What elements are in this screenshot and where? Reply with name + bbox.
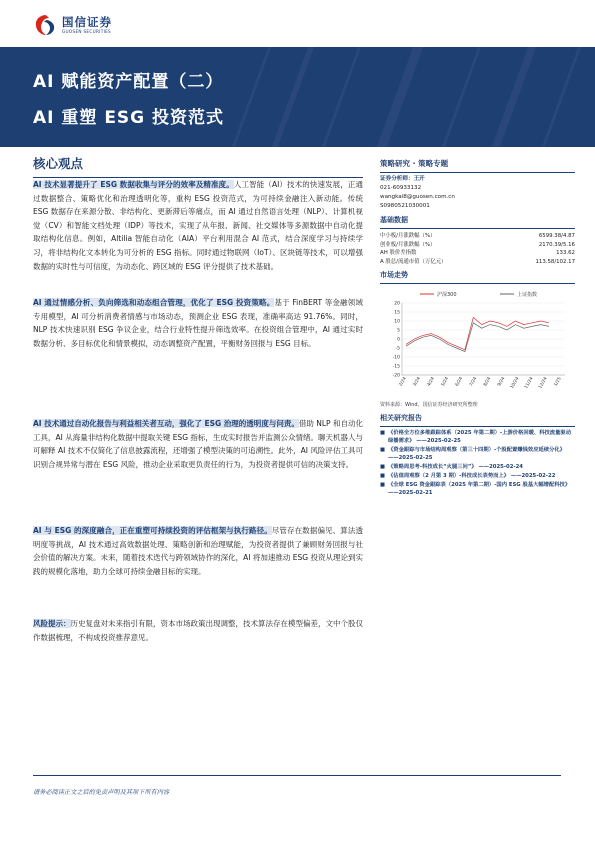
x-tick-label: 11/24	[524, 376, 535, 390]
report-date: ——2025-02-22	[510, 473, 556, 479]
sidebar-divider	[380, 283, 575, 284]
core-views-section	[33, 155, 363, 178]
paragraph-highlight: AI 技术通过自动化报告与利益相关者互动，强化了 ESG 治理的透明度与问责。	[33, 419, 299, 428]
paragraph-highlight: AI 与 ESG 的深度融合，正在重塑可持续投资的评估框架与执行路径。	[33, 526, 272, 535]
risk-warning	[33, 617, 363, 644]
x-tick-label: 12/24	[538, 376, 549, 390]
paragraph-text: 尽管存在数据偏见、算法透明度等挑战，AI 技术通过高效数据处理、策略创新和治理赋能，为投资者提供了兼顾财务回报与社会价值的解决方案。未来，随着技术迭代与跨领域协作的深化，AI 将加速推动 ESG 投资从理论到实践的规模化落地，助力全球可持续金融目标的实现。	[33, 526, 364, 576]
report-title[interactable]: 《估值周观察（2 月第 3 期）-科技成长表势而上》	[388, 473, 510, 479]
brand-name-cn: 国信证券	[62, 14, 112, 29]
data-row	[380, 232, 575, 241]
report-date: ——2025-02-21	[388, 490, 433, 496]
y-tick-label: -20	[392, 373, 400, 379]
sidebar-divider	[380, 172, 575, 173]
report-title[interactable]: 《价格全方位多维跟踪体系（2025 年第二期）-上游价格回暖、科技流量驱动绿播需求》	[388, 430, 571, 444]
data-value: 2170.39/5.16	[538, 241, 575, 248]
sidebar-divider	[380, 426, 575, 427]
x-tick-label: 5/24	[440, 376, 451, 388]
x-tick-label: 7/24	[469, 376, 479, 388]
paragraph-highlight: AI 通过情感分析、负向筛选和动态组合管理，优化了 ESG 投资策略。	[33, 298, 275, 307]
data-value: 113.58/102.17	[535, 258, 575, 265]
legend-label: 上证指数	[517, 292, 538, 298]
analyst-info	[380, 175, 575, 211]
y-tick-label: 5	[397, 328, 400, 334]
report-date: ——2025-02-24	[478, 464, 523, 470]
data-label: 创业板/月涨跌幅（%）	[380, 241, 436, 248]
basic-data-title: 基础数据	[380, 216, 408, 224]
report-subtitle: AI 重塑 ESG 投资范式	[33, 108, 225, 128]
y-tick-label: 0	[397, 337, 400, 343]
related-report-link[interactable]: ■ 《价格全方位多维跟踪体系（2025 年第二期）-上游价格回暖、科技流量驱动绿播需求》 ——2025-02-25	[380, 430, 571, 444]
report-title[interactable]: 《全球 ESG 资金跟踪表（2025 年第二期）-国内 ESG 股基大幅增配科技》	[388, 482, 571, 488]
analyst-email[interactable]: wangkai8@guosen.com.cn	[380, 194, 455, 200]
sidebar-divider	[380, 228, 575, 229]
series-line	[406, 317, 549, 349]
chart-svg	[380, 287, 575, 399]
data-row	[380, 241, 575, 250]
related-report-link[interactable]: ■ 《策略周思考-科技成长“火腿三问”》 ——2025-02-24	[380, 464, 523, 470]
paragraph-text: 借助 NLP 和自动化工具，AI 从海量非结构化数据中提取关键 ESG 指标，生成实时报告并监测公众情绪。聊天机器人与可解释 AI 技术不仅简化了信息披露流程，还增强了模型决策的可追溯性。此外，AI 风险评估工具可识别合规异常与潜在 ESG 风险，推动企业采取更负责任的行为，为投资者提供可信的决策支持。	[33, 419, 363, 469]
x-tick-label: 2/24	[398, 376, 408, 388]
analyst-label: 证券分析师：	[380, 176, 414, 182]
data-label: AH 股价差指数	[380, 250, 417, 256]
x-tick-label: 8/24	[483, 376, 493, 388]
analyst-cert: S0980521030001	[380, 203, 430, 209]
report-category: 策略研究 · 策略专题	[380, 159, 449, 168]
related-reports-list	[380, 429, 575, 497]
report-date: ——2025-02-25	[388, 455, 433, 461]
x-tick-label: 10/24	[509, 376, 521, 390]
brand-logo	[33, 11, 112, 39]
x-tick-label: 6/24	[454, 376, 465, 388]
data-row	[380, 249, 575, 258]
section-title: 核心观点	[33, 156, 84, 171]
legend-label: 沪深300	[437, 292, 457, 298]
data-value: 6599.38/4.87	[538, 233, 575, 239]
y-tick-label: -10	[392, 355, 400, 361]
x-tick-label: 3/24	[412, 376, 422, 388]
x-tick-label: 1/25	[553, 376, 563, 388]
y-tick-label: -5	[395, 346, 400, 352]
paragraph-4	[33, 524, 363, 578]
report-title: AI 赋能资产配置（二）	[33, 72, 224, 92]
report-title[interactable]: 《资金跟踪与市场结构周观察（第三十四期）-个股配置赚钱效应延续分化》	[388, 447, 565, 453]
related-report-link[interactable]: ■ 《资金跟踪与市场结构周观察（第三十四期）-个股配置赚钱效应延续分化》 ——2025-02-25	[380, 447, 565, 461]
paragraph-2	[33, 296, 363, 350]
sidebar	[380, 158, 575, 498]
chart-title: 市场走势	[380, 271, 408, 279]
data-label: 中小板/月涨跌幅（%）	[380, 233, 436, 239]
basic-data-table	[380, 232, 575, 266]
analyst-name: 王开	[413, 176, 425, 182]
risk-label: 风险提示：	[33, 619, 71, 628]
x-tick-label: 4/24	[426, 376, 436, 388]
y-tick-label: 20	[394, 301, 400, 307]
paragraph-1	[33, 178, 363, 273]
footer-disclaimer: 请务必阅读正文之后的免责声明及其项下所有内容	[33, 789, 170, 796]
y-tick-label: -15	[392, 364, 400, 370]
footer-divider	[33, 775, 561, 776]
x-tick-label: 9/24	[497, 376, 507, 388]
guosen-logo-icon	[33, 13, 57, 37]
paragraph-3	[33, 417, 363, 471]
data-row	[380, 258, 575, 267]
market-trend-chart	[380, 287, 575, 399]
related-reports-title: 相关研究报告	[380, 414, 422, 422]
related-report-link[interactable]: ■ 《全球 ESG 资金跟踪表（2025 年第二期）-国内 ESG 股基大幅增配科技》 ——2025-02-21	[380, 482, 571, 496]
data-value: 133.62	[556, 250, 575, 256]
risk-text: 历史复盘对未来指引有限，资本市场政策出现调整，技术算法存在模型偏差，文中个股仅作数据梳理，不构成投资推荐意见。	[33, 619, 363, 642]
paragraph-highlight: AI 技术显著提升了 ESG 数据收集与评分的效率及精准度。	[33, 180, 234, 189]
brand-name-en: GUOSEN SECURITIES	[62, 28, 112, 34]
report-title[interactable]: 《策略周思考-科技成长“火腿三问”》	[388, 464, 477, 470]
y-tick-label: 15	[394, 310, 400, 316]
series-line	[406, 323, 549, 352]
related-report-link[interactable]: ■ 《估值周观察（2 月第 3 期）-科技成长表势而上》 ——2025-02-22	[380, 473, 556, 479]
y-tick-label: 10	[394, 319, 400, 325]
title-banner	[0, 47, 595, 147]
paragraph-text: 基于 FinBERT 等金融领域专用模型，AI 可分析消费者情感与市场动态，预测企业 ESG 表现，准确率高达 91.76%。同时，NLP 技术快速识别 ESG 争议企业，结合行业特性提升筛选效率。在投资组合管理中，AI 通过实时数据分析、多目标优化和情景模拟，动态调整资产配置，平衡财务回报与 ESG 目标。	[33, 298, 363, 348]
chart-source: 资料来源：Wind、国信证券经济研究所整理	[380, 402, 478, 408]
analyst-phone: 021-60933132	[380, 185, 422, 191]
report-date: ——2025-02-25	[416, 438, 461, 444]
data-label: A 股总/流通市值（万亿元）	[380, 258, 447, 265]
paragraph-text: 人工智能（AI）技术的快速发展，正通过数据整合、策略优化和治理透明化等，重构 ESG 投资范式，为可持续金融注入新动能。传统 ESG 数据存在来源分散、非结构化、更新滞后等痛点，而 AI 通过自然语言处理（NLP）、计算机视觉（CV）和智能文档处理（IDP）等技术，实现了从年报、新闻、社交媒体等多源数据中自动化提取结构化信息。例如，Altilia 智能自动化（AIA）平台利用混合 AI 范式，结合深度学习与持续学习，将非结构化文本转化为可分析的 ESG 指标。同时通过物联网（IoT）、区块链等技术，可以增强数据的实时性与可信度，为动态化、跨区域的 ESG 评分提供了技术基础。	[33, 180, 364, 271]
